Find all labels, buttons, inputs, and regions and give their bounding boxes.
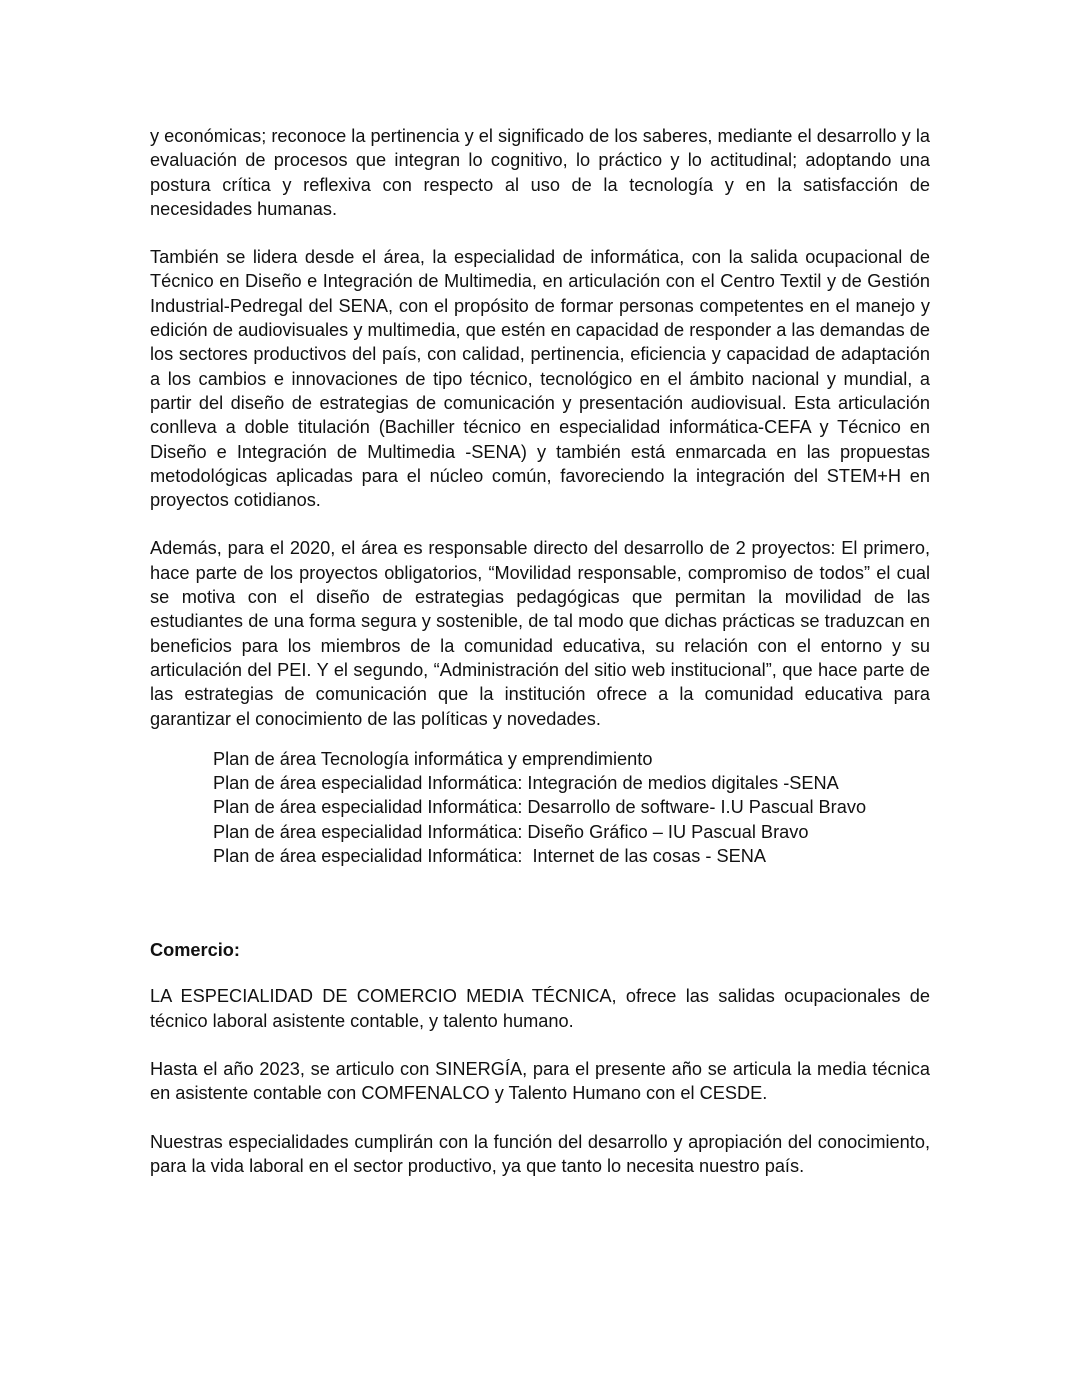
plan-list bbox=[213, 747, 930, 868]
paragraph-projects-2020: Además, para el 2020, el área es responsable directo del desarrollo de 2 proyectos: El primero, hace parte de los proyectos obligatorios, “Movilidad responsable, compromiso de todos” el cual se motiva con el diseño de estrategias pedagógicas que permitan la movilidad de las estudiantes de una forma segura y sostenible, de tal modo que dichas prácticas se traduzcan en beneficios para los miembros de la comunidad educativa, su relación con el entorno y su articulación del PEI. Y el segundo, “Administración del sitio web institucional”, que hace parte de las estrategias de comunicación que la institución ofrece a la comunidad educativa para garantizar el conocimiento de las políticas y novedades. bbox=[150, 538, 930, 729]
plan-list-item: Plan de área especialidad Informática: Diseño Gráfico – IU Pascual Bravo bbox=[213, 821, 809, 842]
paragraph-comercio-specialty: LA ESPECIALIDAD DE COMERCIO MEDIA TÉCNICA, ofrece las salidas ocupacionales de técnico laboral asistente contable, y talento humano. bbox=[150, 986, 930, 1031]
paragraph-informatics-specialty: También se lidera desde el área, la especialidad de informática, con la salida ocupacional de Técnico en Diseño e Integración de Multimedia, en articulación con el Centro Textil y de Gestión Industrial-Pedregal del SENA, con el propósito de formar personas competentes en el manejo y edición de audiovisuales y multimedia, que estén en capacidad de responder a las demandas de los sectores productivos del país, con calidad, pertinencia, eficiencia y capacidad de adaptación a los cambios e innovaciones de tipo técnico, tecnológico en el ámbito nacional y mundial, a partir del diseño de estrategias de comunicación y presentación audiovisual. Esta articulación conlleva a doble titulación (Bachiller técnico en especialidad informática-CEFA y Técnico en Diseño e Integración de Multimedia -SENA) y también está enmarcada en las propuestas metodológicas aplicadas para el núcleo común, favoreciendo la integración del STEM+H en proyectos cotidianos. bbox=[150, 247, 930, 511]
paragraph-comercio-articulation: Hasta el año 2023, se articulo con SINERGÍA, para el presente año se articula la media técnica en asistente contable con COMFENALCO y Talento Humano con el CESDE. bbox=[150, 1058, 930, 1104]
paragraph-comercio-purpose: Nuestras especialidades cumplirán con la función del desarrollo y apropiación del conocimiento, para la vida laboral en el sector productivo, ya que tanto lo necesita nuestro país. bbox=[150, 1131, 930, 1176]
plan-list-item: Plan de área especialidad Informática: Internet de las cosas - SENA bbox=[213, 846, 766, 867]
plan-list-item: Plan de área especialidad Informática: Integración de medios digitales -SENA bbox=[213, 773, 839, 794]
paragraph-economic-needs: y económicas; reconoce la pertinencia y el significado de los saberes, mediante el desarrollo y la evaluación de procesos que integran lo cognitivo, lo práctico y lo actitudinal; adoptando una postura crítica y reflexiva con respecto al uso de la tecnología y en la satisfacción de necesidades humanas. bbox=[150, 126, 930, 219]
plan-list-item: Plan de área especialidad Informática: Desarrollo de software- I.U Pascual Bravo bbox=[213, 797, 867, 818]
document-page bbox=[150, 124, 930, 1202]
plan-list-item: Plan de área Tecnología informática y emprendimiento bbox=[213, 748, 653, 769]
section-heading-comercio: Comercio: bbox=[150, 940, 240, 961]
